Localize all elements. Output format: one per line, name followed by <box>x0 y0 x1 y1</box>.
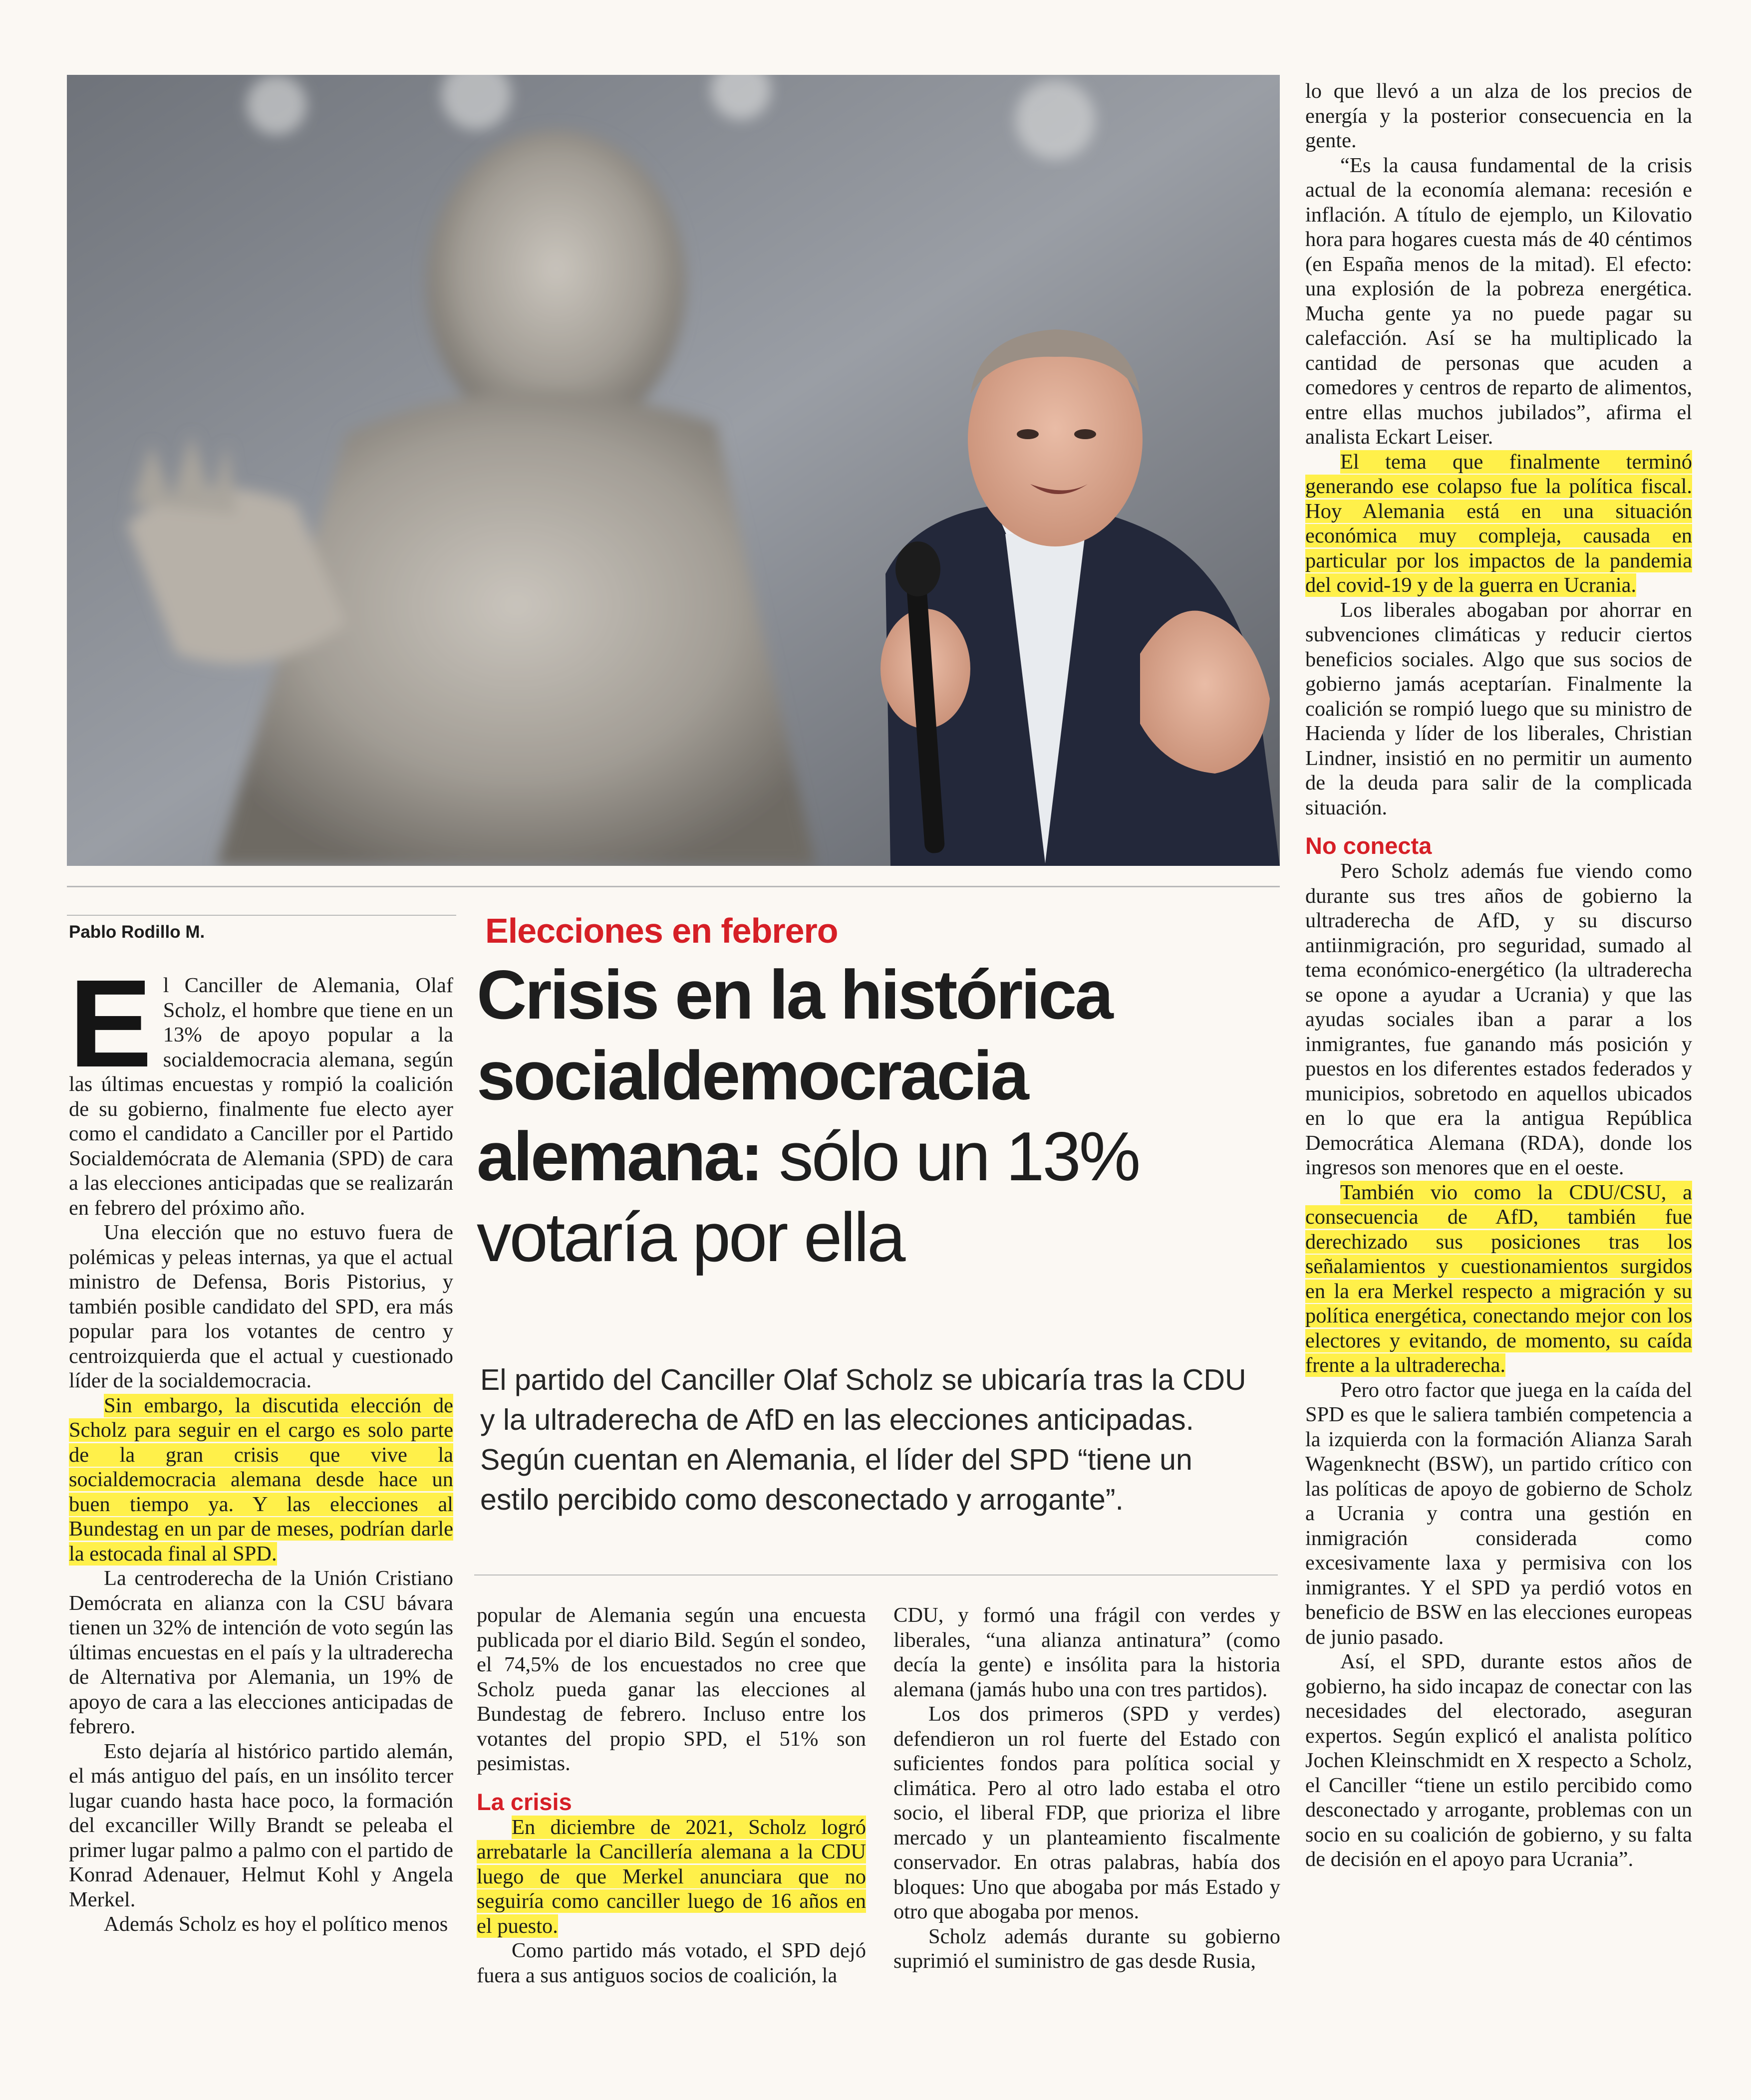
lead-paragraph: El partido del Canciller Olaf Scholz se ubicaría tras la CDU y la ultraderecha de AfD en las elecciones anticipadas. Según cuentan en Alemania, el líder del SPD “tiene un estilo percibido como desconectado y arrogante”. <box>480 1363 1246 1516</box>
headline <box>477 955 1285 1278</box>
column-1 <box>69 954 453 1937</box>
col2-paragraph-2 <box>477 1815 866 1939</box>
col3-paragraph-3: Scholz además durante su gobierno suprimió el suministro de gas desde Rusia, <box>893 1924 1280 1973</box>
col1-paragraph-2: Una elección que no estuvo fuera de polémicas y peleas internas, ya que el actual ministro de Defensa, Boris Pistorius, y también posible candidato del SPD, era más popular para los votantes de centro y centroizquierda que el actual y cuestionado líder de la socialdemocracia. <box>69 1221 453 1392</box>
col2-paragraph-1: popular de Alemania según una encuesta publicada por el diario Bild. Según el sondeo, el 74,5% de los encuestados no cree que Scholz pueda ganar las elecciones al Bundestag de febrero. Incluso entre los votantes del propio SPD, el 51% son pesimistas. <box>477 1603 866 1775</box>
col4-paragraph-3 <box>1305 450 1692 598</box>
column-4 <box>1305 79 1692 1872</box>
kicker: Elecciones en febrero <box>485 911 838 950</box>
col1-paragraph-3 <box>69 1393 453 1567</box>
dropcap: E <box>69 954 152 1093</box>
headline-line-3-bold: alemana: <box>477 1118 762 1195</box>
col1-paragraph-4: La centroderecha de la Unión Cristiano Demócrata en alianza con la CSU bávara tienen un 32% de intención de voto según las últimas encuestas en el país y la ultraderecha de Alternativa por Alemania, un 19% de apoyo de cara a las elecciones anticipadas de febrero. <box>69 1567 453 1738</box>
column-3 <box>893 1603 1280 1974</box>
headline-line-3-light: sólo un 13% <box>761 1118 1139 1195</box>
col1-paragraph-6: Además Scholz es hoy el político menos <box>104 1912 448 1936</box>
subhead-no-conecta: No conecta <box>1305 832 1432 859</box>
byline-rule <box>67 915 456 916</box>
col2-paragraph-3: Como partido más votado, el SPD dejó fuera a sus antiguos socios de coalición, la <box>477 1939 866 1987</box>
headline-line-3 <box>477 1116 1285 1197</box>
col1-paragraph-1-text: l Canciller de Alemania, Olaf Scholz, el hombre que tiene en un 13% de apoyo popular a la socialdemocracia alemana, según las últimas encuestas y rompió la coalición de su gobierno, finalmente fue electo ayer como el candidato a Canciller por el Partido Socialdemócrata de Alemania (SPD) de cara a las elecciones anticipadas que se realizarán en febrero del próximo año. <box>69 974 453 1220</box>
col1-paragraph-1 <box>69 954 453 1220</box>
col4-paragraph-3-highlight: El tema que finalmente terminó generando ese colapso fue la política fiscal. Hoy Alemania está en una situación económica muy compleja, causada en particular por los impactos de la pandemia del covid-19 y de la guerra en Ucrania. <box>1305 450 1692 597</box>
col2-paragraph-2-highlight: En diciembre de 2021, Scholz logró arrebatarle la Cancillería alemana a la CDU luego de que Merkel anunciara que no seguiría como canciller luego de 16 años en el puesto. <box>477 1815 866 1938</box>
col4-paragraph-8: Así, el SPD, durante estos años de gobierno, ha sido incapaz de conectar con las necesidades del electorado, aseguran expertos. Según explicó el analista político Jochen Kleinschmidt en X respecto a Scholz, el Canciller “tiene un estilo percibido como desconectado y arrogante, problemas con un socio en su coalición de gobierno, y su falta de decisión en el apoyo para Ucrania”. <box>1305 1650 1692 1871</box>
col4-paragraph-6-highlight: También vio como la CDU/CSU, a consecuencia de AfD, también fue derechizado sus posiciones tras los señalamientos y cuestionamientos surgidos en la era Merkel respecto a migración y su política energética, conectando mejor con los electores y evitando, de momento, su caída frente a la ultraderecha. <box>1305 1180 1692 1377</box>
col4-paragraph-5: Pero Scholz además fue viendo como durante sus tres años de gobierno la ultraderecha de AfD, y su discurso antiinmigración, pro seguridad, sumado al tema económico-energético (la ultraderecha se opone a ayudar a Ucrania) y que las ayudas sociales iban a parar a los inmigrantes, fue ganando más posición y puestos en los diferentes estados federados y municipios, sobretodo en aquellos ubicados en lo que era la antigua República Democrática Alemana (RDA), donde los ingresos son menores que en el oeste. <box>1305 859 1692 1179</box>
col4-paragraph-4: Los liberales abogaban por ahorrar en subvenciones climáticas y reducir ciertos beneficios sociales. Algo que sus socios de gobierno jamás aceptarían. Finalmente la coalición se rompió luego que su ministro de Hacienda y líder de los liberales, Christian Lindner, insistió en no permitir un aumento de la deuda para salir de la complicada situación. <box>1305 598 1692 819</box>
photo-scholz-speaking-icon <box>67 75 1280 866</box>
headline-line-1: Crisis en la histórica <box>477 956 1112 1034</box>
col4-paragraph-6 <box>1305 1180 1692 1378</box>
col4-paragraph-2: “Es la causa fundamental de la crisis actual de la economía alemana: recesión e inflación. A título de ejemplo, un Kilovatio hora para hogares cuesta más de 40 céntimos (en España menos de la mitad). El efecto: una explosión de la pobreza energética. Mucha gente ya no puede pagar su calefacción. Así se ha multiplicado la cantidad de personas que acuden a comedores y centros de reparto de alimentos, entre ellas muchos jubilados”, afirma el analista Eckart Leiser. <box>1305 153 1692 449</box>
col1-paragraph-3-highlight: Sin embargo, la discutida elección de Scholz para seguir en el cargo es solo parte de la gran crisis que vive la socialdemocracia alemana desde hace un buen tiempo ya. Y las elecciones al Bundestag en un par de meses, podrían darle la estocada final al SPD. <box>69 1393 453 1566</box>
column-2 <box>477 1603 866 1988</box>
headline-line-2: socialdemocracia <box>477 1037 1027 1114</box>
col3-paragraph-2: Los dos primeros (SPD y verdes) defendieron un rol fuerte del Estado con suficientes fondos para política social y climática. Pero al otro lado estaba el otro socio, el liberal FDP, que prioriza el libre mercado y un planteamiento fiscalmente conservador. En otras palabras, había dos bloques: Uno que abogaba por más Estado y otro que abogaba por menos. <box>893 1702 1280 1923</box>
col4-paragraph-7: Pero otro factor que juega en la caída del SPD es que le saliera también competencia a la izquierda con la formación Alianza Sarah Wagenknecht (BSW), un partido crítico con las políticas de apoyo de gobierno de Scholz a Ucrania y contra una gestión en inmigración considerada como excesivamente laxa y permisiva con los inmigrantes. Y el SPD ya perdió votos en beneficio de BSW en las elecciones europeas de junio pasado. <box>1305 1378 1692 1649</box>
byline-author: Pablo Rodillo M. <box>69 922 205 942</box>
col4-paragraph-1: lo que llevó a un alza de los precios de energía y la posterior consecuencia en la gente. <box>1305 79 1692 152</box>
top-rule <box>67 886 1280 887</box>
headline-line-4: votaría por ella <box>477 1199 904 1276</box>
article-photo <box>67 75 1280 866</box>
subhead-la-crisis: La crisis <box>477 1788 572 1815</box>
col3-paragraph-1: CDU, y formó una frágil con verdes y liberales, “una alianza antinatura” (como decía la gente) e insólita para la historia alemana (jamás hubo una con tres partidos). <box>893 1603 1280 1701</box>
col1-paragraph-5: Esto dejaría al histórico partido alemán, el más antiguo del país, en un insólito tercer lugar cuando hasta hace poco, la formación del excanciller Willy Brandt se peleaba el primer lugar palmo a palmo con el partido de Konrad Adenauer, Helmut Kohl y Angela Merkel. <box>69 1739 453 1911</box>
